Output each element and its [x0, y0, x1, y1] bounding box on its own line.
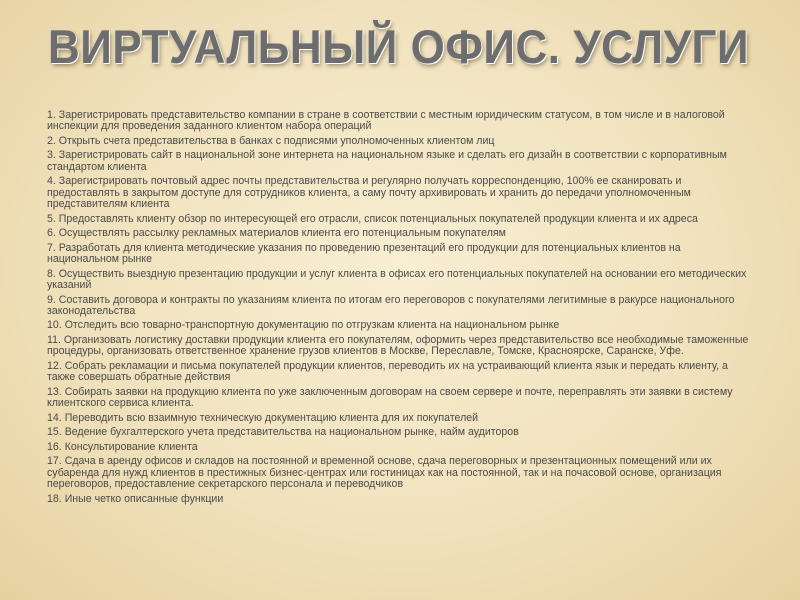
list-item	[47, 228, 755, 239]
item-number: 2.	[47, 134, 56, 147]
item-number: 15.	[47, 426, 62, 439]
list-item	[47, 110, 755, 133]
item-text: Открыть счета представительства в банках с подписями уполномоченных клиентом лиц	[58, 134, 495, 147]
item-number: 16.	[47, 440, 62, 453]
item-number: 18.	[47, 492, 62, 505]
item-number: 14.	[47, 411, 62, 424]
item-number: 7.	[47, 241, 56, 254]
item-number: 6.	[47, 227, 56, 240]
list-item	[47, 243, 755, 266]
item-text: Собрать рекламации и письма покупателей продукции клиентов, переводить их на устраивающий клиента язык и передать клиенту, а также совершать обратные действия	[47, 359, 728, 384]
list-item	[47, 269, 755, 292]
item-number: 8.	[47, 267, 56, 280]
list-item	[47, 413, 755, 424]
item-number: 3.	[47, 149, 56, 162]
item-text: Разработать для клиента методические указания по проведению презентаций его продукции для потенциальных клиентов на национальном рынке	[47, 241, 681, 266]
list-item	[47, 456, 755, 490]
list-item	[47, 214, 755, 225]
list-item	[47, 494, 755, 505]
list-item	[47, 387, 755, 410]
item-text: Зарегистрировать почтовый адрес почты представительства и регулярно получать корреспонденцию, 100% ее сканировать и предоставлять в закрытом доступе для сотрудников клиента, а саму почту архивировать и хранить до передачи уполномоченным представителям клиента	[47, 175, 691, 210]
item-number: 17.	[47, 455, 62, 468]
list-item	[47, 320, 755, 331]
item-number: 11.	[47, 334, 61, 347]
item-text: Зарегистрировать сайт в национальной зоне интернета на национальном языке и сделать его дизайн в соответствии с корпоративным стандартом клиента	[47, 149, 727, 173]
item-number: 4.	[47, 175, 56, 188]
list-item	[47, 295, 755, 318]
slide-title: ВИРТУАЛЬНЫЙ ОФИС. УСЛУГИ	[48, 20, 750, 74]
services-list	[47, 110, 755, 580]
item-number: 12.	[47, 359, 62, 372]
list-item	[47, 150, 755, 173]
item-text: Ведение бухгалтерского учета представительства на национальном рынке, найм аудиторов	[64, 426, 519, 439]
list-item	[47, 136, 755, 147]
item-text: Переводить всю взаимную техническую документацию клиента для их покупателей	[64, 411, 479, 424]
list-item	[47, 176, 755, 210]
item-number: 10.	[47, 319, 62, 332]
item-text: Зарегистрировать представительство компании в стране в соответствии с местным юридическим статусом, в том числе и в налоговой инспекции для проведения заданного клиентом набора операций	[47, 110, 725, 133]
item-number: 9.	[47, 293, 56, 306]
list-item	[47, 427, 755, 438]
item-text: Собирать заявки на продукцию клиента по уже заключенным договорам на своем сервере и почте, переправлять эти заявки в систему клиентского сервиса клиента.	[47, 385, 733, 410]
list-item	[47, 442, 755, 453]
list-item	[47, 335, 755, 358]
item-text: Предоставлять клиенту обзор по интересующей его отрасли, список потенциальных покупателей продукции клиента и их адреса	[58, 212, 698, 225]
item-text: Отследить всю товарно-транспортную документацию по отгрузкам клиента на национальном рынке	[64, 319, 560, 332]
item-text: Сдача в аренду офисов и складов на постоянной и временной основе, сдача переговорных и презентационных помещений или их субаренда для нужд клиентов в престижных бизнес-центрах или гостиницах как на постоянной, так и на почасовой основе, организация переговоров, предоставление секретарского персонала и переводчиков	[47, 455, 722, 491]
item-number: 5.	[47, 212, 56, 225]
item-number: 1.	[47, 110, 56, 121]
item-number: 13.	[47, 385, 62, 398]
item-text: Организовать логистику доставки продукции клиента его покупателям, оформить через представительство все необходимые таможенные процедуры, организовать ответственное хранение грузов клиентов в Москве, Переславле, Томске, Красноярске, Саранске, Уфе.	[47, 334, 749, 358]
item-text: Составить договора и контракты по указаниям клиента по итогам его переговоров с покупателями легитимные в ракурсе национального законодательства	[47, 293, 735, 317]
item-text: Консультирование клиента	[64, 440, 198, 453]
item-text: Иные четко описанные функции	[64, 492, 224, 505]
item-text: Осуществить выездную презентацию продукции и услуг клиента в офисах его потенциальных покупателей на основании его методических указаний	[47, 267, 747, 291]
list-item	[47, 361, 755, 384]
item-text: Осуществлять рассылку рекламных материалов клиента его потенциальным покупателям	[58, 227, 506, 240]
